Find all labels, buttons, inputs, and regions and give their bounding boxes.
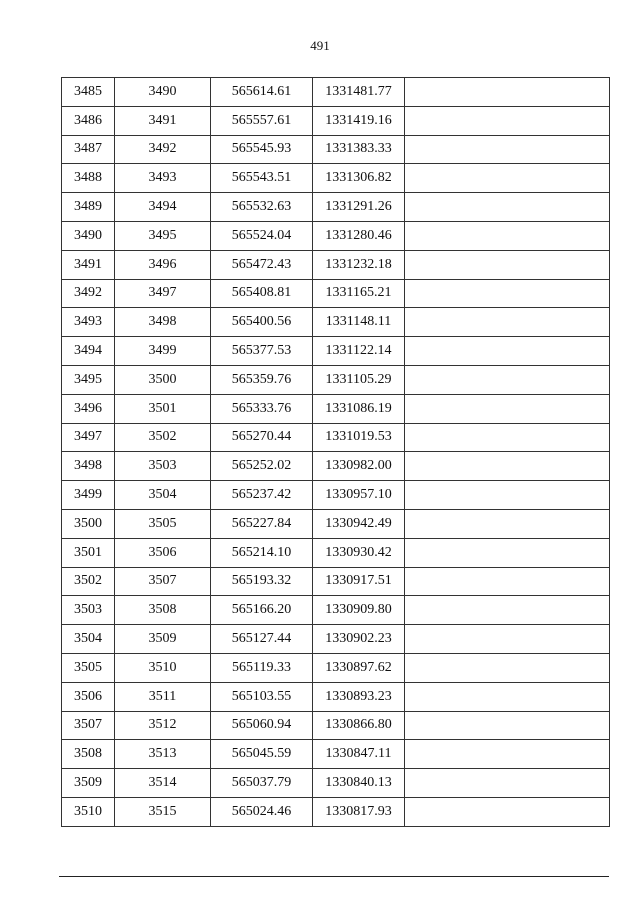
row-index-cell: 3496 — [62, 394, 115, 423]
table-row — [62, 596, 610, 625]
note-cell — [405, 740, 610, 769]
row-index-cell: 3498 — [62, 452, 115, 481]
y-coordinate-cell: 1331419.16 — [313, 106, 405, 135]
x-coordinate-cell: 565532.63 — [211, 193, 313, 222]
note-cell — [405, 394, 610, 423]
y-coordinate-cell: 1330930.42 — [313, 538, 405, 567]
x-coordinate-cell: 565270.44 — [211, 423, 313, 452]
note-cell — [405, 481, 610, 510]
row-index-cell: 3493 — [62, 308, 115, 337]
note-cell — [405, 78, 610, 107]
y-coordinate-cell: 1331306.82 — [313, 164, 405, 193]
table-row — [62, 653, 610, 682]
point-number-cell: 3492 — [115, 135, 211, 164]
note-cell — [405, 682, 610, 711]
x-coordinate-cell: 565543.51 — [211, 164, 313, 193]
x-coordinate-cell: 565408.81 — [211, 279, 313, 308]
table-row — [62, 279, 610, 308]
row-index-cell: 3495 — [62, 365, 115, 394]
table-row — [62, 769, 610, 798]
table-row — [62, 567, 610, 596]
note-cell — [405, 596, 610, 625]
point-number-cell: 3515 — [115, 797, 211, 826]
point-number-cell: 3512 — [115, 711, 211, 740]
x-coordinate-cell: 565193.32 — [211, 567, 313, 596]
note-cell — [405, 221, 610, 250]
x-coordinate-cell: 565024.46 — [211, 797, 313, 826]
row-index-cell: 3497 — [62, 423, 115, 452]
y-coordinate-cell: 1330942.49 — [313, 509, 405, 538]
note-cell — [405, 797, 610, 826]
note-cell — [405, 164, 610, 193]
row-index-cell: 3494 — [62, 337, 115, 366]
point-number-cell: 3502 — [115, 423, 211, 452]
y-coordinate-cell: 1330893.23 — [313, 682, 405, 711]
table-row — [62, 423, 610, 452]
row-index-cell: 3507 — [62, 711, 115, 740]
y-coordinate-cell: 1331148.11 — [313, 308, 405, 337]
row-index-cell: 3488 — [62, 164, 115, 193]
x-coordinate-cell: 565472.43 — [211, 250, 313, 279]
note-cell — [405, 538, 610, 567]
row-index-cell: 3499 — [62, 481, 115, 510]
y-coordinate-cell: 1330840.13 — [313, 769, 405, 798]
point-number-cell: 3509 — [115, 625, 211, 654]
table-row — [62, 481, 610, 510]
table-row — [62, 193, 610, 222]
y-coordinate-cell: 1330897.62 — [313, 653, 405, 682]
point-number-cell: 3501 — [115, 394, 211, 423]
table-row — [62, 452, 610, 481]
row-index-cell: 3491 — [62, 250, 115, 279]
row-index-cell: 3502 — [62, 567, 115, 596]
y-coordinate-cell: 1331019.53 — [313, 423, 405, 452]
x-coordinate-cell: 565127.44 — [211, 625, 313, 654]
point-number-cell: 3498 — [115, 308, 211, 337]
row-index-cell: 3505 — [62, 653, 115, 682]
point-number-cell: 3497 — [115, 279, 211, 308]
x-coordinate-cell: 565614.61 — [211, 78, 313, 107]
note-cell — [405, 509, 610, 538]
x-coordinate-cell: 565400.56 — [211, 308, 313, 337]
note-cell — [405, 423, 610, 452]
page-number: 491 — [310, 38, 330, 53]
y-coordinate-cell: 1331232.18 — [313, 250, 405, 279]
y-coordinate-cell: 1331122.14 — [313, 337, 405, 366]
table-row — [62, 538, 610, 567]
note-cell — [405, 567, 610, 596]
note-cell — [405, 452, 610, 481]
point-number-cell: 3490 — [115, 78, 211, 107]
x-coordinate-cell: 565227.84 — [211, 509, 313, 538]
x-coordinate-cell: 565545.93 — [211, 135, 313, 164]
x-coordinate-cell: 565237.42 — [211, 481, 313, 510]
x-coordinate-cell: 565060.94 — [211, 711, 313, 740]
row-index-cell: 3500 — [62, 509, 115, 538]
table-row — [62, 711, 610, 740]
row-index-cell: 3492 — [62, 279, 115, 308]
row-index-cell: 3510 — [62, 797, 115, 826]
point-number-cell: 3500 — [115, 365, 211, 394]
point-number-cell: 3506 — [115, 538, 211, 567]
footer-rule — [59, 876, 609, 877]
y-coordinate-cell: 1330847.11 — [313, 740, 405, 769]
row-index-cell: 3489 — [62, 193, 115, 222]
y-coordinate-cell: 1330817.93 — [313, 797, 405, 826]
table-row — [62, 106, 610, 135]
y-coordinate-cell: 1330917.51 — [313, 567, 405, 596]
table-row — [62, 250, 610, 279]
row-index-cell: 3509 — [62, 769, 115, 798]
point-number-cell: 3494 — [115, 193, 211, 222]
table-row — [62, 682, 610, 711]
row-index-cell: 3486 — [62, 106, 115, 135]
y-coordinate-cell: 1331481.77 — [313, 78, 405, 107]
table-body — [62, 78, 610, 827]
note-cell — [405, 250, 610, 279]
table-row — [62, 509, 610, 538]
point-number-cell: 3496 — [115, 250, 211, 279]
table-row — [62, 740, 610, 769]
note-cell — [405, 337, 610, 366]
x-coordinate-cell: 565252.02 — [211, 452, 313, 481]
x-coordinate-cell: 565557.61 — [211, 106, 313, 135]
y-coordinate-cell: 1330909.80 — [313, 596, 405, 625]
y-coordinate-cell: 1330982.00 — [313, 452, 405, 481]
point-number-cell: 3513 — [115, 740, 211, 769]
note-cell — [405, 106, 610, 135]
point-number-cell: 3510 — [115, 653, 211, 682]
note-cell — [405, 653, 610, 682]
x-coordinate-cell: 565214.10 — [211, 538, 313, 567]
note-cell — [405, 135, 610, 164]
table-row — [62, 337, 610, 366]
y-coordinate-cell: 1331105.29 — [313, 365, 405, 394]
row-index-cell: 3503 — [62, 596, 115, 625]
y-coordinate-cell: 1331165.21 — [313, 279, 405, 308]
x-coordinate-cell: 565037.79 — [211, 769, 313, 798]
point-number-cell: 3493 — [115, 164, 211, 193]
y-coordinate-cell: 1331086.19 — [313, 394, 405, 423]
note-cell — [405, 308, 610, 337]
table-row — [62, 221, 610, 250]
row-index-cell: 3485 — [62, 78, 115, 107]
row-index-cell: 3504 — [62, 625, 115, 654]
point-number-cell: 3503 — [115, 452, 211, 481]
table-row — [62, 308, 610, 337]
y-coordinate-cell: 1331280.46 — [313, 221, 405, 250]
point-number-cell: 3491 — [115, 106, 211, 135]
point-number-cell: 3508 — [115, 596, 211, 625]
x-coordinate-cell: 565119.33 — [211, 653, 313, 682]
point-number-cell: 3495 — [115, 221, 211, 250]
note-cell — [405, 625, 610, 654]
y-coordinate-cell: 1330902.23 — [313, 625, 405, 654]
point-number-cell: 3504 — [115, 481, 211, 510]
table-row — [62, 135, 610, 164]
coordinate-table — [61, 77, 610, 827]
y-coordinate-cell: 1331291.26 — [313, 193, 405, 222]
x-coordinate-cell: 565524.04 — [211, 221, 313, 250]
x-coordinate-cell: 565333.76 — [211, 394, 313, 423]
table-row — [62, 625, 610, 654]
row-index-cell: 3501 — [62, 538, 115, 567]
row-index-cell: 3506 — [62, 682, 115, 711]
table-row — [62, 164, 610, 193]
table-row — [62, 797, 610, 826]
x-coordinate-cell: 565045.59 — [211, 740, 313, 769]
row-index-cell: 3490 — [62, 221, 115, 250]
x-coordinate-cell: 565103.55 — [211, 682, 313, 711]
row-index-cell: 3487 — [62, 135, 115, 164]
point-number-cell: 3511 — [115, 682, 211, 711]
table-row — [62, 78, 610, 107]
table-row — [62, 365, 610, 394]
point-number-cell: 3514 — [115, 769, 211, 798]
x-coordinate-cell: 565166.20 — [211, 596, 313, 625]
y-coordinate-cell: 1330957.10 — [313, 481, 405, 510]
note-cell — [405, 365, 610, 394]
table-row — [62, 394, 610, 423]
point-number-cell: 3505 — [115, 509, 211, 538]
note-cell — [405, 711, 610, 740]
note-cell — [405, 769, 610, 798]
point-number-cell: 3499 — [115, 337, 211, 366]
y-coordinate-cell: 1330866.80 — [313, 711, 405, 740]
note-cell — [405, 279, 610, 308]
note-cell — [405, 193, 610, 222]
point-number-cell: 3507 — [115, 567, 211, 596]
x-coordinate-cell: 565377.53 — [211, 337, 313, 366]
row-index-cell: 3508 — [62, 740, 115, 769]
y-coordinate-cell: 1331383.33 — [313, 135, 405, 164]
x-coordinate-cell: 565359.76 — [211, 365, 313, 394]
